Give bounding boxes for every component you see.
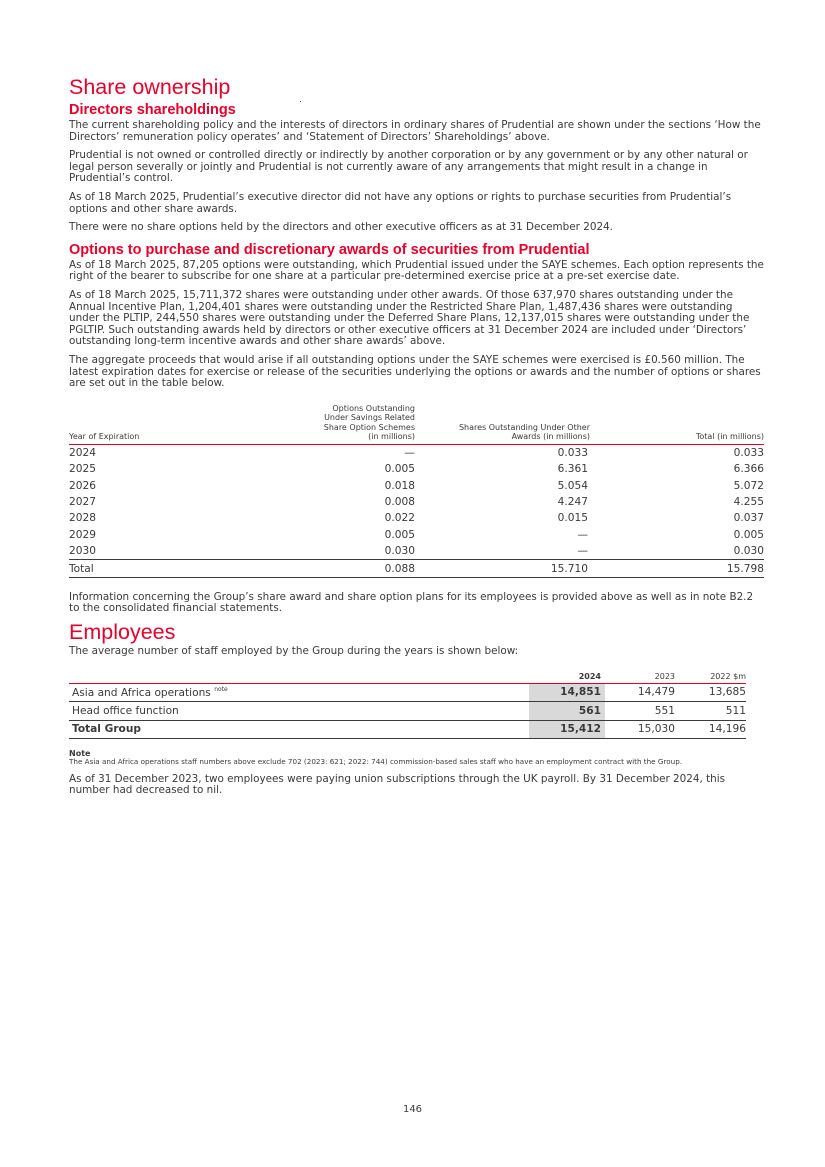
table-row (69, 702, 746, 721)
cell: 551 (605, 702, 675, 721)
note-heading: Note (69, 749, 91, 759)
column-header: Year of Expiration (69, 432, 140, 442)
cell: 15.798 (590, 560, 764, 577)
options-heading: Options to purchase and discretionary awards of securities from Prudential (69, 241, 590, 258)
cell: 0.015 (557, 512, 588, 525)
cell: 4.255 (733, 496, 764, 509)
closing-paragraph: As of 31 December 2023, two employees were paying union subscriptions through the UK payroll. By 31 December 2024, this number had decreased to nil. (69, 772, 726, 797)
table-row (69, 683, 746, 702)
row-label (69, 683, 529, 702)
cell: 15,412 (529, 720, 605, 739)
cell: — (577, 528, 588, 541)
cell: 0.037 (733, 512, 764, 525)
options-table (69, 404, 764, 578)
column-header: 2022 $m (710, 671, 746, 681)
paragraph: There were no share options held by the directors and other executive officers as at 31 December 2024. (69, 221, 613, 234)
column-header: Total (in millions) (695, 432, 764, 442)
cell: 0.008 (384, 496, 415, 509)
cell: — (404, 446, 415, 459)
cell: 0.030 (384, 545, 415, 558)
cell: 14,196 (675, 720, 746, 739)
table-row (69, 477, 764, 493)
paragraph: The aggregate proceeds that would arise if all outstanding options under the SAYE schemes were exercised is £0.560 million. The latest expiration dates for exercise or release of the securities underlying the options or awards and the number of options or shares are set out in the table below. (69, 353, 761, 390)
table-header-row (69, 404, 764, 445)
note-text: The Asia and Africa operations staff numbers above exclude 702 (2023: 621; 2022: 744) commission-based sales staff who have an employment contract with the Group. (69, 757, 683, 767)
column-header: Shares Outstanding Under Other Awards (in millions) (458, 422, 590, 442)
employees-title: Employees (69, 620, 176, 644)
cell: 0.033 (557, 446, 588, 459)
table-row (69, 543, 764, 560)
column-header: Options Outstanding Under Savings Related Share Option Schemes (in millions) (323, 403, 415, 442)
directors-shareholdings-heading: Directors shareholdings (69, 102, 236, 118)
cell: 0.005 (384, 463, 415, 476)
column-header (69, 672, 529, 684)
cell: 511 (675, 702, 746, 721)
cell: 13,685 (708, 686, 746, 699)
table-row (69, 461, 764, 477)
paragraph: As of 18 March 2025, 15,711,372 shares were outstanding under other awards. Of those 637,970 shares outstanding under the Annual Incentive Plan, 1,204,401 shares were outstanding under the Restricted Share Plan, 1,487,436 shares were outstanding under the PLTIP, 244,550 shares were outstanding under the Deferred Share Plans, 12,137,015 shares were outstanding under the PGLTIP. Such outstanding awards held by directors or other executive officers at 31 December 2024 are included under ‘Directors’ outstanding long-term incentive awards and other share awards’ above. (69, 288, 750, 348)
table-row (69, 527, 764, 543)
note-reference: note (214, 685, 228, 693)
cell: — (577, 545, 588, 558)
row-label: Head office function (69, 702, 529, 721)
cell: 15.710 (415, 560, 590, 577)
paragraph: As of 18 March 2025, 87,205 options were outstanding, which Prudential issued under the SAYE schemes. Each option represents the right of the bearer to subscribe for one share at a particular pre-determined exercise price at a pre-set exercise date. (69, 258, 764, 283)
table-total-row (69, 720, 746, 739)
cell: 0.088 (229, 560, 415, 577)
cell: 0.033 (733, 446, 764, 459)
cell: 2025 (69, 463, 96, 476)
table-total-row (69, 560, 764, 577)
cell: 2024 (69, 446, 96, 459)
cell: 0.022 (384, 512, 415, 525)
cell: 14,479 (637, 686, 675, 699)
employees-intro: The average number of staff employed by the Group during the years is shown below: (69, 645, 519, 657)
cell: 5.054 (557, 479, 588, 492)
cell: 6.366 (733, 463, 764, 476)
cell: 14,851 (529, 683, 605, 702)
share-ownership-title: Share ownership (69, 75, 231, 99)
cell: 15,030 (605, 720, 675, 739)
cell: 2029 (69, 528, 96, 541)
page-content (69, 74, 765, 804)
table-header-row (69, 672, 746, 684)
cell: 0.005 (384, 528, 415, 541)
paragraph: As of 18 March 2025, Prudential’s executive director did not have any options or rights to purchase securities from Prudential’s options and other share awards. (69, 190, 732, 215)
paragraph: The current shareholding policy and the interests of directors in ordinary shares of Prudential are shown under the sections ‘How the Directors’ remuneration policy operates’ and ‘Statement of Directors’ Shareholdings’ above. (69, 119, 761, 143)
employees-table (69, 672, 746, 740)
cell: 561 (529, 702, 605, 721)
paragraph: Information concerning the Group’s share award and share option plans for its employees is provided above as well as in note B2.2 to the consolidated financial statements. (69, 590, 754, 615)
cell: 2030 (69, 545, 96, 558)
row-label: Total Group (69, 720, 529, 739)
cell: 2026 (69, 479, 96, 492)
row-label-text: Asia and Africa operations (72, 686, 211, 699)
cell: 2027 (69, 496, 96, 509)
cell: 0.030 (733, 545, 764, 558)
cell: 0.018 (384, 479, 415, 492)
cell: 0.005 (733, 528, 764, 541)
cell: 6.361 (557, 463, 588, 476)
paragraph: Prudential is not owned or controlled directly or indirectly by another corporation or by any government or by any other natural or legal person severally or jointly and Prudential is not currently aware of any arrangements that might result in a change in Prudential’s control. (69, 149, 748, 185)
cell: Total (69, 560, 229, 577)
table-row (69, 494, 764, 510)
cell: 2028 (69, 512, 96, 525)
page-number: 146 (402, 1104, 423, 1115)
cell: 4.247 (557, 496, 588, 509)
table-row (69, 510, 764, 526)
table-row (69, 444, 764, 461)
cell: 5.072 (733, 479, 764, 492)
column-header: 2023 (654, 671, 675, 681)
column-header: 2024 (578, 671, 601, 681)
